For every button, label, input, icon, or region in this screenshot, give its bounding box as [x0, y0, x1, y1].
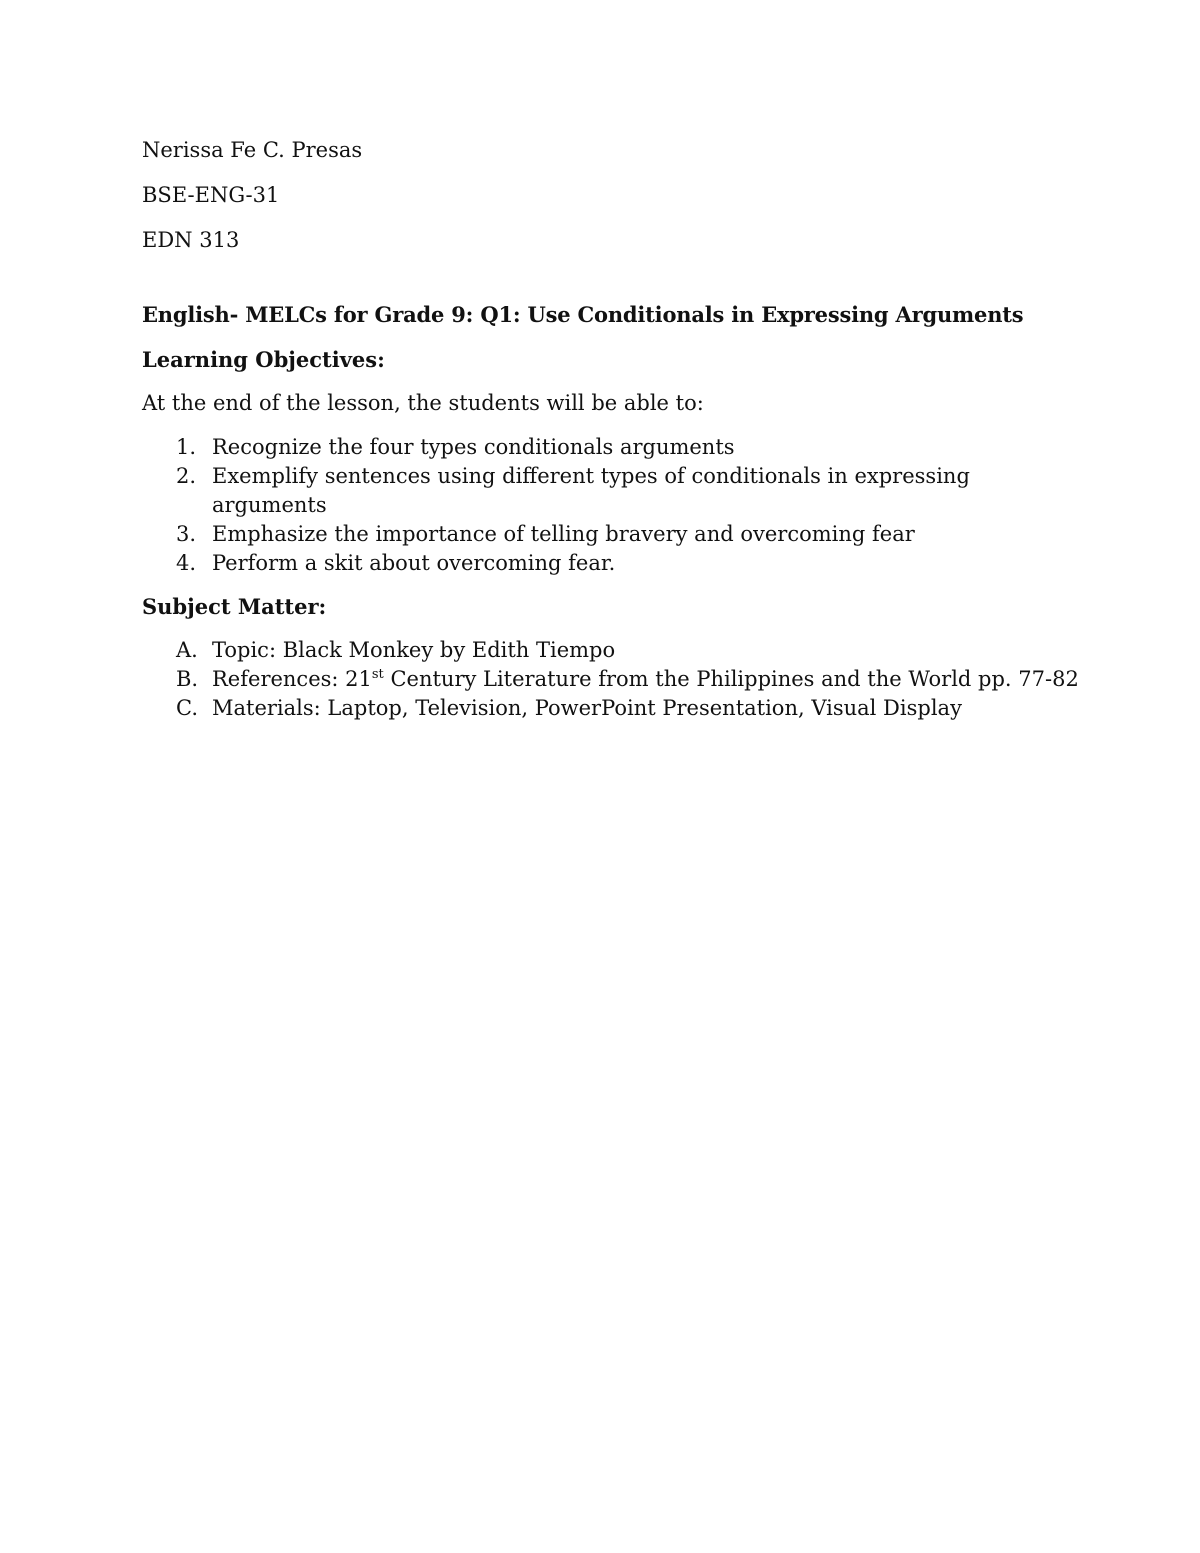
- document-title: English- MELCs for Grade 9: Q1: Use Conditionals in Expressing Arguments: [142, 302, 1024, 327]
- list-marker: A.: [176, 638, 198, 662]
- references-suffix: Century Literature from the Philippines and the World pp. 77-82: [383, 667, 1079, 691]
- objectives-heading: Learning Objectives:: [142, 347, 385, 372]
- list-item: [142, 433, 1082, 462]
- materials-text: Materials: Laptop, Television, PowerPoint Presentation, Visual Display: [212, 696, 962, 720]
- references-superscript: st: [371, 667, 384, 682]
- section-code: BSE-ENG-31: [142, 183, 280, 207]
- list-item: [142, 462, 1082, 520]
- topic-text: Topic: Black Monkey by Edith Tiempo: [212, 638, 616, 662]
- references-prefix: References: 21: [212, 667, 372, 691]
- objectives-intro: At the end of the lesson, the students will be able to:: [142, 391, 704, 415]
- list-item: [142, 694, 1082, 723]
- list-item-text: Exemplify sentences using different types of conditionals in expressing arguments: [212, 464, 970, 517]
- list-marker: 1.: [176, 435, 197, 459]
- list-marker: 2.: [176, 464, 197, 488]
- list-marker: C.: [176, 696, 198, 720]
- list-marker: 3.: [176, 522, 197, 546]
- list-item: [142, 665, 1082, 694]
- list-item: [142, 520, 1082, 549]
- course-code: EDN 313: [142, 228, 240, 252]
- list-marker: 4.: [176, 551, 197, 575]
- document-body: [142, 136, 1082, 737]
- objectives-list: [142, 433, 1082, 578]
- list-item-text: Emphasize the importance of telling bravery and overcoming fear: [212, 522, 915, 546]
- list-item-text: Perform a skit about overcoming fear.: [212, 551, 616, 575]
- author-name: Nerissa Fe C. Presas: [142, 138, 363, 162]
- list-item: [142, 636, 1082, 665]
- list-marker: B.: [176, 667, 199, 691]
- references-text: [212, 667, 1079, 691]
- subject-matter-heading: Subject Matter:: [142, 594, 327, 619]
- list-item-text: Recognize the four types conditionals arguments: [212, 435, 735, 459]
- subject-matter-list: [142, 636, 1082, 723]
- list-item: [142, 549, 1082, 578]
